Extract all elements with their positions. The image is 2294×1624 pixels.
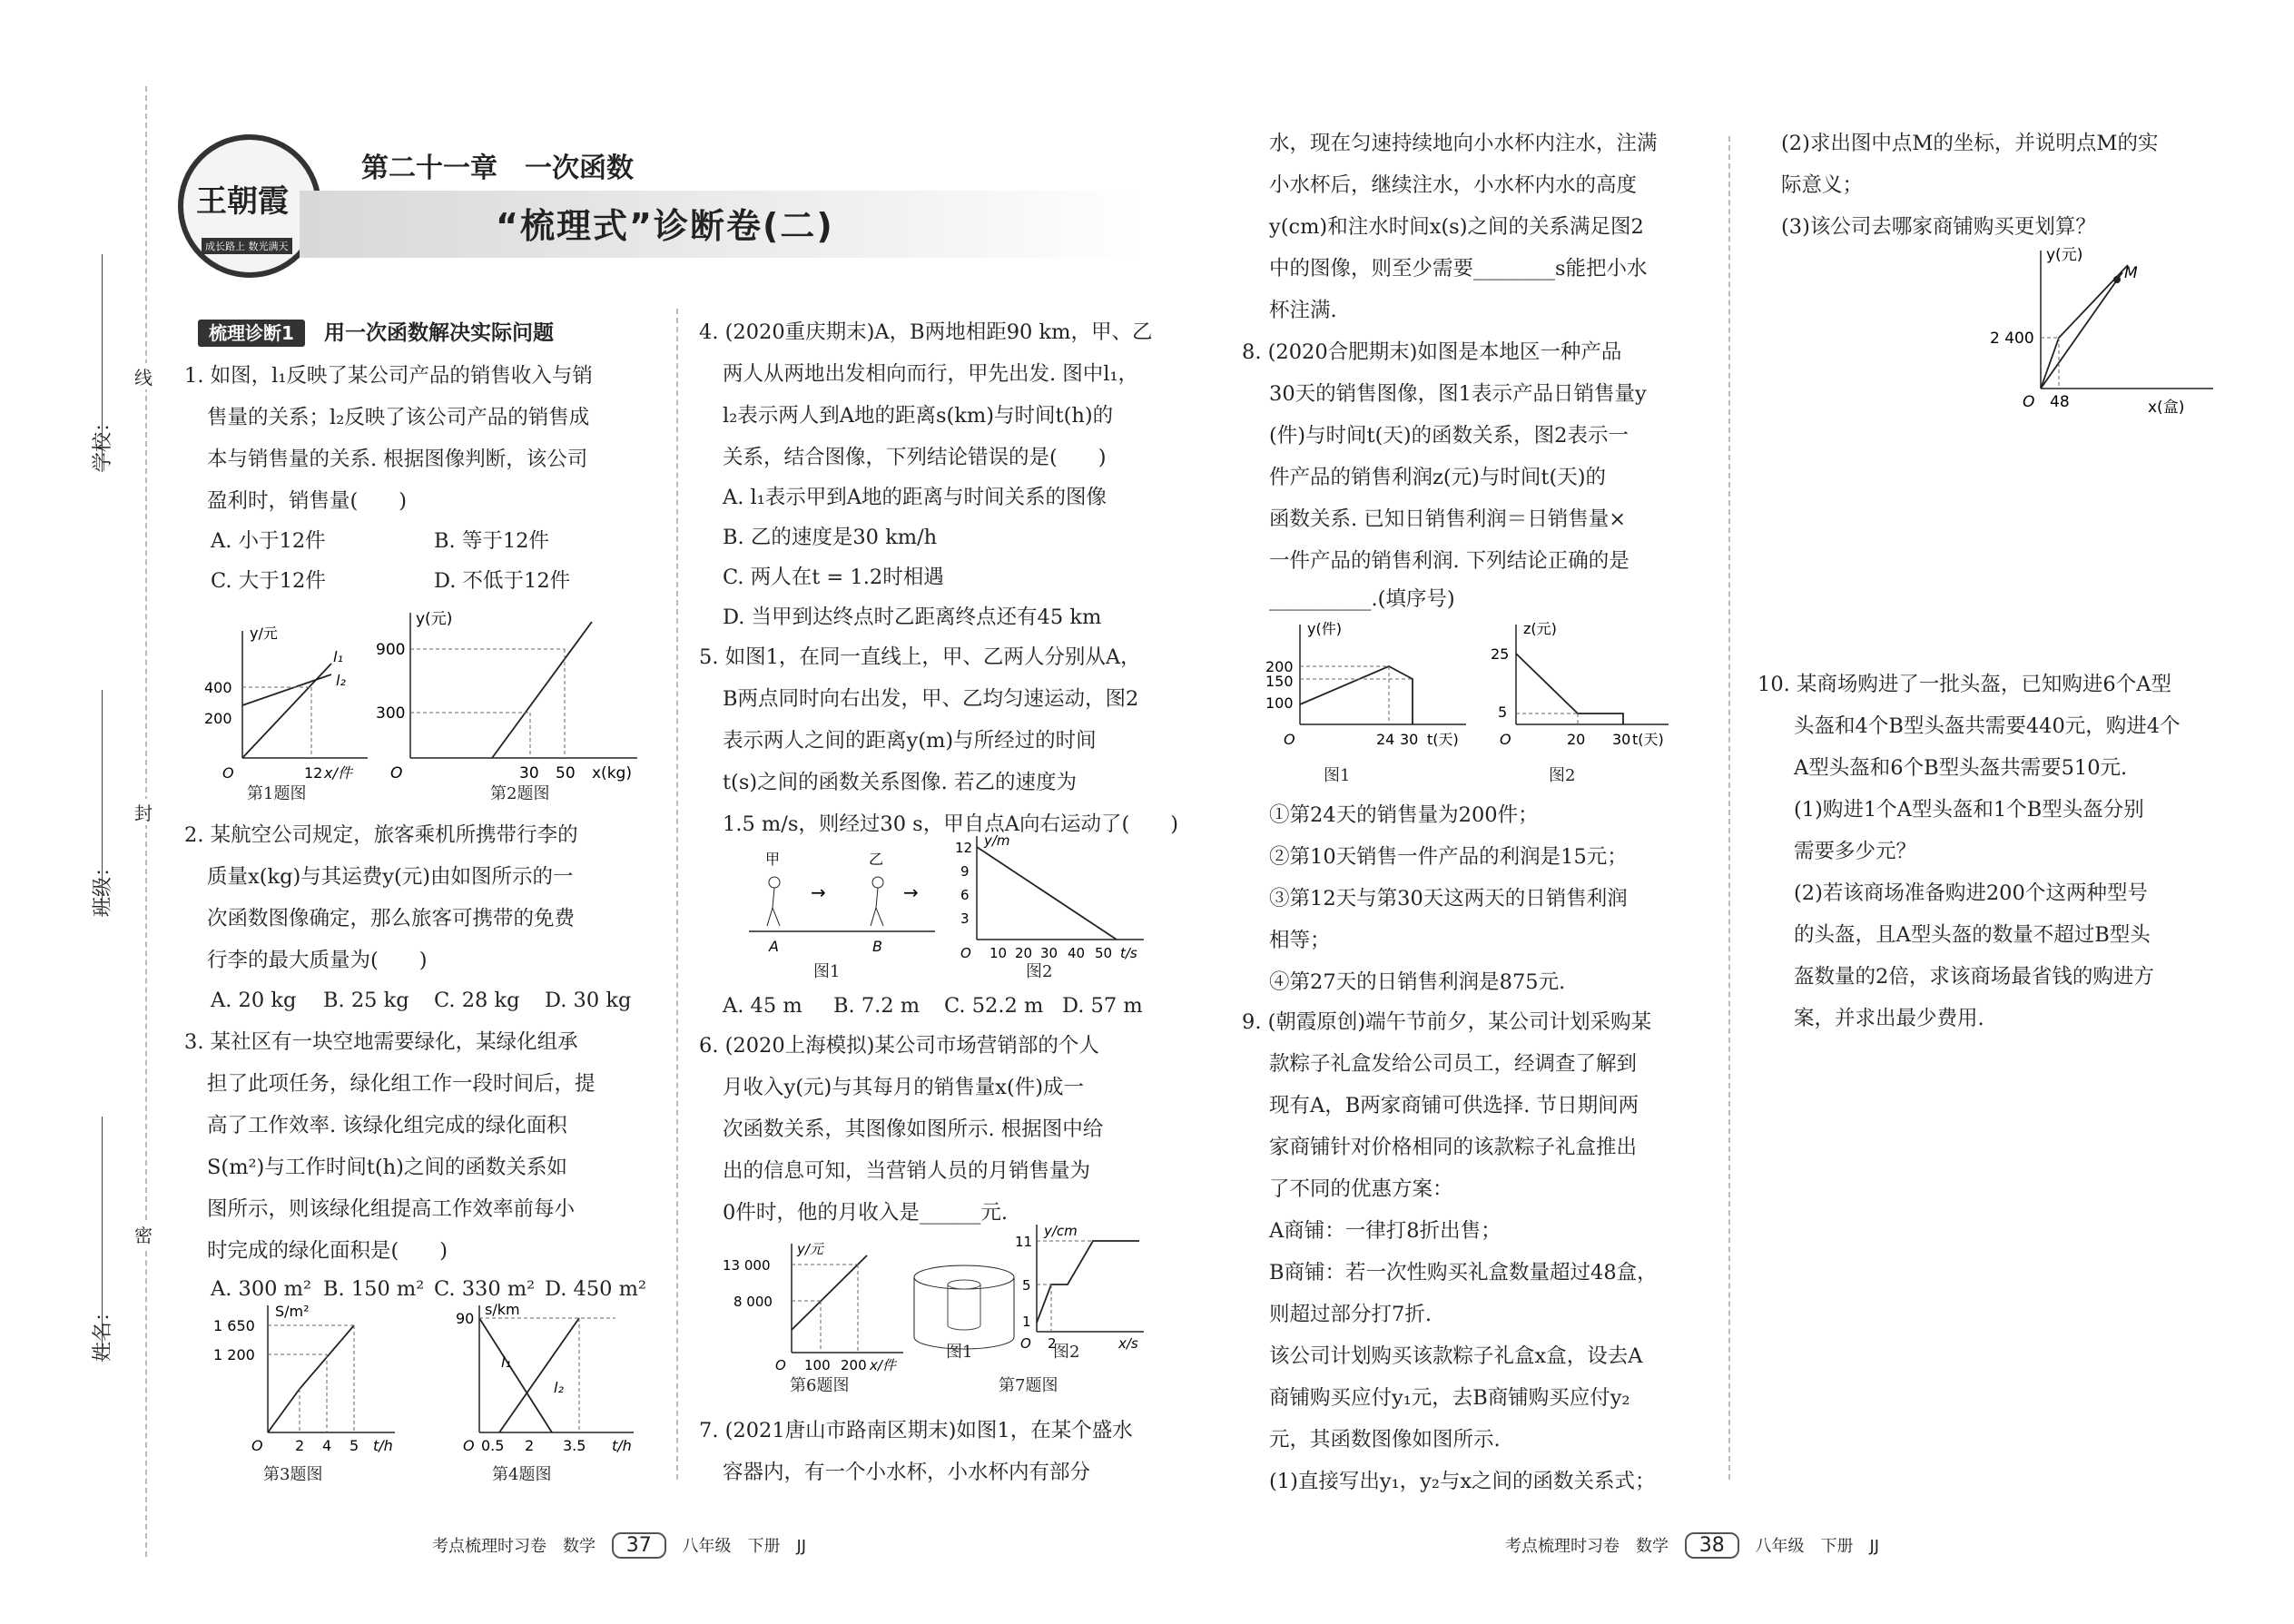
question-line: (3)该公司去哪家商铺购买更划算？ xyxy=(1781,215,2096,239)
question-line: S(m²)与工作时间t(h)之间的函数关系如 xyxy=(207,1156,567,1179)
line-label: l₂ xyxy=(336,672,346,689)
page-number: 38 xyxy=(1685,1532,1739,1559)
svg-text:→: → xyxy=(903,881,919,903)
page-number: 37 xyxy=(612,1532,666,1559)
tick-label: 3.5 xyxy=(563,1437,586,1454)
line-l2 xyxy=(242,664,331,758)
point-label: A xyxy=(769,938,779,955)
tick-label: 900 xyxy=(376,641,406,659)
question-line: 小水杯后，继续注水，小水杯内水的高度 xyxy=(1269,173,1638,197)
option-b: B. 7.2 m xyxy=(833,994,921,1018)
person-label: 甲 xyxy=(765,851,781,868)
origin-label: O xyxy=(463,1437,475,1454)
tick-label: 100 xyxy=(1265,694,1294,712)
figure-q7-fig2 xyxy=(1008,1221,1153,1357)
tick-label: 300 xyxy=(376,704,406,723)
question-line: 两人从两地出发相向而行，甲先出发. 图中l₁， xyxy=(723,362,1139,386)
axis-label: t/h xyxy=(612,1437,632,1454)
axis-label: t/s xyxy=(1120,945,1137,961)
column-divider xyxy=(1728,136,1730,1480)
tick-label: 1 650 xyxy=(213,1317,255,1334)
tick-label: 200 xyxy=(1265,658,1294,675)
question-line: 中的图像，则至少需要________s能把小水 xyxy=(1269,257,1648,281)
statement-item: 相等； xyxy=(1269,929,1331,952)
question-line: 1.5 m/s，则经过30 s，甲自点A向右运动了( ) xyxy=(723,812,1179,836)
origin-label: O xyxy=(251,1437,263,1454)
question-line: 0件时，他的月收入是______元. xyxy=(723,1201,1008,1225)
column-divider xyxy=(676,309,678,1480)
question-line: 的头盔，且A型头盔的数量不超过B型头 xyxy=(1794,923,2151,947)
question-line: 次函数关系，其图像如图所示. 根据图中给 xyxy=(723,1117,1104,1141)
page-title: “梳理式”诊断卷(二) xyxy=(496,206,834,246)
question-line: 月收入y(元)与其每月的销售量x(件)成一 xyxy=(723,1076,1085,1099)
line-label: l₂ xyxy=(554,1379,564,1396)
question-line: 关系，结合图像，下列结论错误的是( ) xyxy=(723,446,1107,469)
option-c: C. 330 m² xyxy=(434,1277,536,1301)
question-line: 杯注满. xyxy=(1269,299,1337,322)
figure-q6-graph xyxy=(717,1239,908,1375)
question-line: 际意义； xyxy=(1781,173,1864,197)
axis-label: S/m² xyxy=(275,1303,310,1320)
tick-label: 6 xyxy=(960,887,970,903)
tick-label: 30 xyxy=(519,764,539,782)
tick-label: 10 xyxy=(989,945,1008,961)
figure-caption: 第6题图 xyxy=(790,1376,850,1395)
binding-seal-char: 封 xyxy=(134,799,153,825)
tick-label: 30 xyxy=(1400,731,1419,748)
tick-label: 2 xyxy=(1048,1335,1057,1352)
axis-label: t(天) xyxy=(1427,731,1459,748)
statement-item: ③第12天与第30天这两天的日销售利润 xyxy=(1269,887,1628,910)
option-b: B. 乙的速度是30 km/h xyxy=(723,526,938,549)
question-line: 质量x(kg)与其运费y(元)由如图所示的一 xyxy=(207,865,574,889)
question-line: 元，其函数图像如图所示. xyxy=(1269,1428,1501,1452)
option-a: A. 45 m xyxy=(723,994,802,1018)
figure-q5-fig1 xyxy=(740,844,944,971)
option-a: A. 小于12件 xyxy=(211,529,326,553)
point-m xyxy=(2113,276,2121,283)
origin-label: O xyxy=(1284,731,1295,748)
tick-label: 200 xyxy=(841,1357,867,1373)
option-d: D. 30 kg xyxy=(545,989,632,1012)
figure-q5-fig2 xyxy=(944,831,1153,967)
footer-book: 考点梳理时习卷 数学 xyxy=(432,1537,596,1556)
question-line: 案，并求出最少费用. xyxy=(1794,1007,1984,1030)
question-line: 件产品的销售利润z(元)与时间t(天)的 xyxy=(1269,466,1607,489)
origin-label: O xyxy=(390,764,403,782)
question-line: 行李的最大质量为( ) xyxy=(207,949,428,972)
tick-label: 30 xyxy=(1040,945,1058,961)
section-header xyxy=(198,316,554,346)
question-line: 了不同的优惠方案： xyxy=(1269,1177,1453,1201)
axis-label: y/cm xyxy=(1044,1223,1078,1239)
binding-seal-char: 线 xyxy=(134,363,153,389)
question-line: y(cm)和注水时间x(s)之间的关系满足图2 xyxy=(1269,215,1644,239)
axis-label: x(盒) xyxy=(2148,399,2185,417)
footer-right xyxy=(1505,1532,1879,1559)
question-line: __________.(填序号) xyxy=(1269,587,1455,611)
axis-label: y(元) xyxy=(2046,246,2083,264)
question-line: 家商铺针对价格相同的该款粽子礼盒推出 xyxy=(1269,1136,1638,1159)
school-underline xyxy=(102,254,103,472)
question-line: 9. (朝霞原创)端午节前夕，某公司计划采购某 xyxy=(1242,1010,1652,1034)
name-label: 姓名： xyxy=(92,1301,114,1362)
axis-label: y/元 xyxy=(250,625,278,642)
question-line: (件)与时间t(天)的函数关系，图2表示一 xyxy=(1269,424,1629,448)
question-line: 盔数量的2倍，求该商场最省钱的购进方 xyxy=(1794,965,2154,989)
question-line: 5. 如图1，在同一直线上，甲、乙两人分别从A， xyxy=(699,645,1141,669)
question-line: 表示两人之间的距离y(m)与所经过的时间 xyxy=(723,729,1097,753)
statement-item: ②第10天销售一件产品的利润是15元； xyxy=(1269,845,1628,869)
school-label: 学校： xyxy=(92,411,114,472)
question-line: t(s)之间的函数关系图像. 若乙的速度为 xyxy=(723,771,1077,794)
tick-label: 20 xyxy=(1015,945,1033,961)
tick-label: 50 xyxy=(1095,945,1113,961)
statement-item: ④第27天的日销售利润是875元. xyxy=(1269,970,1566,994)
figure-q8-fig1 xyxy=(1262,617,1471,763)
tick-label: 5 xyxy=(350,1437,359,1454)
question-line: A商铺：一律打8折出售； xyxy=(1269,1219,1501,1243)
figure-caption: 第7题图 xyxy=(999,1376,1058,1395)
tick-label: 2 400 xyxy=(1990,330,2034,348)
question-line: 3. 某社区有一块空地需要绿化，某绿化组承 xyxy=(184,1030,578,1054)
point-label: B xyxy=(872,938,882,955)
figure-q2-graph xyxy=(374,604,646,785)
option-d: D. 57 m xyxy=(1062,994,1143,1018)
question-line: 商铺购买应付y₁元，去B商铺购买应付y₂ xyxy=(1269,1386,1630,1410)
figure-caption: 第4题图 xyxy=(492,1465,552,1484)
question-line: 8. (2020合肥期末)如图是本地区一种产品 xyxy=(1242,340,1622,364)
axis-label: x(kg) xyxy=(592,764,632,782)
statement-item: ①第24天的销售量为200件； xyxy=(1269,803,1539,827)
question-line: 一件产品的销售利润. 下列结论正确的是 xyxy=(1269,549,1629,573)
axis-label: x/件 xyxy=(870,1357,896,1373)
chapter-title: 第二十一章 一次函数 xyxy=(361,153,634,184)
question-line: 时完成的绿化面积是( ) xyxy=(207,1239,448,1263)
logo-slogan: 成长路上 数光满天 xyxy=(202,238,292,254)
logo-text: 王朝霞 xyxy=(196,183,289,220)
tick-label: 30 xyxy=(1612,731,1631,748)
option-c: C. 大于12件 xyxy=(211,569,326,593)
axis-label: y(元) xyxy=(416,610,453,628)
tick-label: 12 xyxy=(304,764,323,782)
question-line: 该公司计划购买该款粽子礼盒x盒，设去A xyxy=(1269,1344,1643,1368)
figure-caption: 图2 xyxy=(1053,1343,1080,1362)
option-a: A. 20 kg xyxy=(211,989,297,1012)
svg-text:→: → xyxy=(811,881,826,903)
tick-label: 50 xyxy=(556,764,576,782)
figure-caption: 图1 xyxy=(946,1343,973,1362)
question-line: 4. (2020重庆期末)A，B两地相距90 km，甲、乙 xyxy=(699,320,1153,344)
question-line: 图所示，则该绿化组提高工作效率前每小 xyxy=(207,1197,576,1221)
tick-label: 100 xyxy=(804,1357,831,1373)
question-line: 水，现在匀速持续地向小水杯内注水，注满 xyxy=(1269,132,1658,155)
question-line: 7. (2021唐山市路南区期末)如图1，在某个盛水 xyxy=(699,1419,1133,1442)
footer-left xyxy=(432,1532,806,1559)
line-l1 xyxy=(242,674,331,705)
question-line: 售量的关系；l₂反映了该公司产品的销售成 xyxy=(207,406,590,429)
origin-label: O xyxy=(960,945,971,961)
tick-label: 11 xyxy=(1015,1234,1033,1250)
figure-q4-graph xyxy=(434,1298,652,1462)
question-line: 容器内，有一个小水杯，小水杯内有部分 xyxy=(723,1461,1091,1484)
axis-label: y(件) xyxy=(1307,620,1342,637)
question-line: B商铺：若一次性购买礼盒数量超过48盒， xyxy=(1269,1261,1658,1284)
question-line: (1)购进1个A型头盔和1个B型头盔分别 xyxy=(1794,798,2144,822)
axis-label: t/h xyxy=(373,1437,393,1454)
question-line: l₂表示两人到A地的距离s(km)与时间t(h)的 xyxy=(723,404,1114,428)
question-line: 出的信息可知，当营销人员的月销售量为 xyxy=(723,1159,1091,1183)
section-badge: 梳理诊断1 xyxy=(198,320,305,347)
question-line: 担了此项任务，绿化组工作一段时间后，提 xyxy=(207,1072,596,1096)
origin-label: O xyxy=(222,764,234,782)
tick-label: 200 xyxy=(204,710,232,727)
option-a: A. l₁表示甲到A地的距离与时间关系的图像 xyxy=(723,486,1108,509)
axis-label: z(元) xyxy=(1523,620,1557,637)
axis-label: x/s xyxy=(1118,1335,1138,1352)
figure-caption: 第1题图 xyxy=(247,784,307,803)
option-a: A. 300 m² xyxy=(211,1277,312,1301)
footer-grade: 八年级 下册 JJ xyxy=(1755,1537,1880,1556)
tick-label: 2 xyxy=(295,1437,305,1454)
figure-caption: 第3题图 xyxy=(263,1465,323,1484)
question-line: 函数关系. 已知日销售利润＝日销售量× xyxy=(1269,507,1627,531)
line-label: l₁ xyxy=(333,648,343,665)
tick-label: 24 xyxy=(1376,731,1395,748)
question-line: 次函数图像确定，那么旅客可携带的免费 xyxy=(207,907,576,930)
figure-q8-fig2 xyxy=(1478,617,1678,763)
tick-label: 12 xyxy=(955,840,973,856)
tick-label: 40 xyxy=(1068,945,1086,961)
option-c: C. 28 kg xyxy=(434,989,520,1012)
tick-label: 0.5 xyxy=(481,1437,505,1454)
tick-label: 25 xyxy=(1491,645,1510,663)
question-line: (1)直接写出y₁，y₂与x之间的函数关系式； xyxy=(1269,1470,1656,1493)
point-label: M xyxy=(2124,264,2138,282)
question-line: 则超过部分打7折. xyxy=(1269,1303,1432,1326)
name-underline xyxy=(102,1117,103,1362)
tick-label: 20 xyxy=(1567,731,1586,748)
option-d: D. 当甲到达终点时乙距离终点还有45 km xyxy=(723,605,1102,629)
tick-label: 13 000 xyxy=(723,1257,771,1274)
line-label: l₁ xyxy=(501,1353,511,1371)
question-line: 款粽子礼盒发给公司员工，经调查了解到 xyxy=(1269,1052,1638,1076)
tick-label: 9 xyxy=(960,863,970,880)
axis-label: s/km xyxy=(485,1301,520,1318)
question-line: 高了工作效率. 该绿化组完成的绿化面积 xyxy=(207,1114,567,1137)
question-line: 现有A，B两家商铺可供选择. 节日期间两 xyxy=(1269,1094,1639,1117)
question-line: 盈利时，销售量( ) xyxy=(207,489,408,513)
tick-label: 1 200 xyxy=(213,1346,255,1363)
option-c: C. 两人在t = 1.2时相遇 xyxy=(723,566,944,589)
question-line: (2)求出图中点M的坐标，并说明点M的实 xyxy=(1781,132,2159,155)
question-line: 头盔和4个B型头盔共需要440元，购进4个 xyxy=(1794,714,2181,738)
question-line: 1. 如图，l₁反映了某公司产品的销售收入与销 xyxy=(184,364,593,388)
figure-caption: 图2 xyxy=(1026,962,1053,981)
figure-q1-graph xyxy=(195,622,377,803)
question-line: 需要多少元？ xyxy=(1794,840,1917,863)
question-line: 6. (2020上海模拟)某公司市场营销部的个人 xyxy=(699,1034,1099,1058)
figure-q9-graph xyxy=(1986,245,2222,427)
person-label: 乙 xyxy=(869,851,884,868)
option-d: D. 不低于12件 xyxy=(434,569,571,593)
question-line: A型头盔和6个B型头盔共需要510元. xyxy=(1794,756,2128,780)
tick-label: 1 xyxy=(1022,1314,1031,1330)
question-line: 10. 某商场购进了一批头盔，已知购进6个A型 xyxy=(1757,673,2171,696)
tick-label: 3 xyxy=(960,910,970,927)
tick-label: 5 xyxy=(1498,704,1508,721)
class-underline xyxy=(102,690,103,917)
origin-label: O xyxy=(775,1357,786,1373)
binding-seal-char: 密 xyxy=(134,1221,153,1247)
question-line: B两点同时向右出发，甲、乙均匀速运动，图2 xyxy=(723,687,1139,711)
axis-label: y/m xyxy=(984,832,1010,849)
figure-caption: 图1 xyxy=(813,962,841,981)
origin-label: O xyxy=(2023,393,2035,411)
figure-caption: 第2题图 xyxy=(490,784,550,803)
option-b: B. 150 m² xyxy=(323,1277,425,1301)
axis-label: x/件 xyxy=(324,764,352,782)
tick-label: 400 xyxy=(204,679,232,696)
tick-label: 4 xyxy=(322,1437,332,1454)
figure-q3-graph xyxy=(195,1298,404,1462)
question-line: 本与销售量的关系. 根据图像判断，该公司 xyxy=(207,448,588,471)
option-b: B. 等于12件 xyxy=(434,529,549,553)
origin-label: O xyxy=(1500,731,1511,748)
question-line: 30天的销售图像，图1表示产品日销售量y xyxy=(1269,382,1647,406)
footer-grade: 八年级 下册 JJ xyxy=(682,1537,807,1556)
tick-label: 90 xyxy=(456,1310,475,1327)
question-line: 2. 某航空公司规定，旅客乘机所携带行李的 xyxy=(184,823,578,847)
tick-label: 8 000 xyxy=(733,1294,773,1310)
figure-caption: 图2 xyxy=(1549,766,1576,785)
tick-label: 5 xyxy=(1022,1277,1031,1294)
origin-label: O xyxy=(1020,1335,1031,1352)
tick-label: 150 xyxy=(1265,673,1294,690)
footer-book: 考点梳理时习卷 数学 xyxy=(1505,1537,1669,1556)
tick-label: 2 xyxy=(525,1437,535,1454)
axis-label: y/元 xyxy=(797,1241,823,1257)
option-d: D. 450 m² xyxy=(545,1277,646,1301)
option-c: C. 52.2 m xyxy=(944,994,1044,1018)
tick-label: 48 xyxy=(2050,393,2070,411)
question-line: (2)若该商场准备购进200个这两种型号 xyxy=(1794,881,2148,905)
class-label: 班级： xyxy=(92,856,114,917)
axis-label: t(天) xyxy=(1632,731,1664,748)
option-b: B. 25 kg xyxy=(323,989,409,1012)
section-title: 用一次函数解决实际问题 xyxy=(324,321,555,345)
figure-caption: 图1 xyxy=(1324,766,1351,785)
